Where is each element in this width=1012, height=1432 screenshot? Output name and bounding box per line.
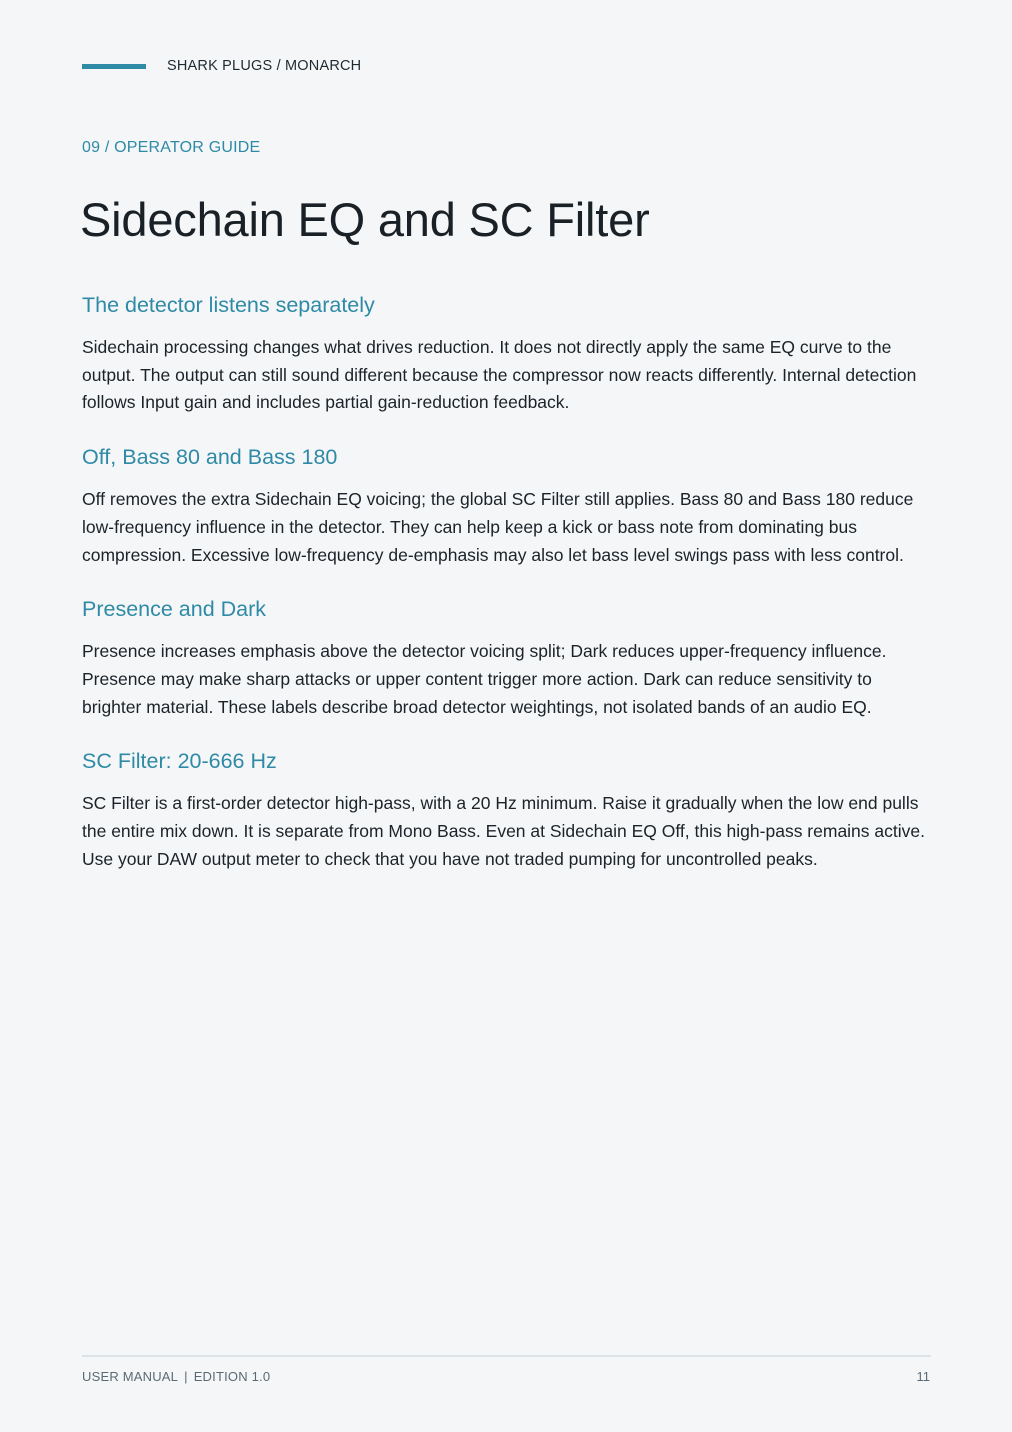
footer-edition-label: EDITION 1.0 bbox=[193, 1369, 271, 1384]
brand-label: SHARK PLUGS / MONARCH bbox=[167, 58, 362, 74]
main-content bbox=[82, 290, 932, 898]
footer-edition-info bbox=[82, 1369, 270, 1384]
section-heading: Presence and Dark bbox=[82, 597, 267, 622]
page-title: Sidechain EQ and SC Filter bbox=[80, 193, 650, 246]
section-detector bbox=[82, 290, 932, 417]
section-label: 09 / OPERATOR GUIDE bbox=[82, 139, 261, 156]
footer-separator: | bbox=[184, 1369, 188, 1384]
section-bass-modes bbox=[82, 442, 932, 569]
section-heading: SC Filter: 20-666 Hz bbox=[82, 749, 277, 774]
page-number: 11 bbox=[916, 1369, 930, 1384]
section-heading: Off, Bass 80 and Bass 180 bbox=[82, 445, 338, 470]
footer-manual-label: USER MANUAL bbox=[82, 1369, 179, 1384]
section-body: Sidechain processing changes what drives reduction. It does not directly apply the same EQ curve to the output. The output can still sound different because the compressor now reacts differently. Internal detection follows Input gain and includes partial gain-reduction feedback. bbox=[82, 337, 917, 413]
section-heading: The detector listens separately bbox=[82, 293, 375, 317]
accent-bar bbox=[82, 64, 146, 69]
footer-divider bbox=[82, 1355, 931, 1357]
section-body: Presence increases emphasis above the detector voicing split; Dark reduces upper-frequency influence. Presence may make sharp attacks or upper content trigger more action. Dark can reduce sensitivity to brighter material. These labels describe broad detector weightings, not isolated bands of an audio EQ. bbox=[82, 641, 887, 717]
section-body: Off removes the extra Sidechain EQ voicing; the global SC Filter still applies. Bass 80 and Bass 180 reduce low-frequency influence in the detector. They can help keep a kick or bass note from dominating bus compression. Excessive low-frequency de-emphasis may also let bass level swings pass with less control. bbox=[82, 489, 914, 565]
section-body: SC Filter is a first-order detector high-pass, with a 20 Hz minimum. Raise it gradually when the low end pulls the entire mix down. It is separate from Mono Bass. Even at Sidechain EQ Off, this high-pass remains active. Use your DAW output meter to check that you have not traded pumping for uncontrolled peaks. bbox=[82, 793, 925, 869]
running-header bbox=[82, 58, 361, 74]
section-sc-filter bbox=[82, 746, 932, 873]
section-presence-dark bbox=[82, 594, 932, 721]
